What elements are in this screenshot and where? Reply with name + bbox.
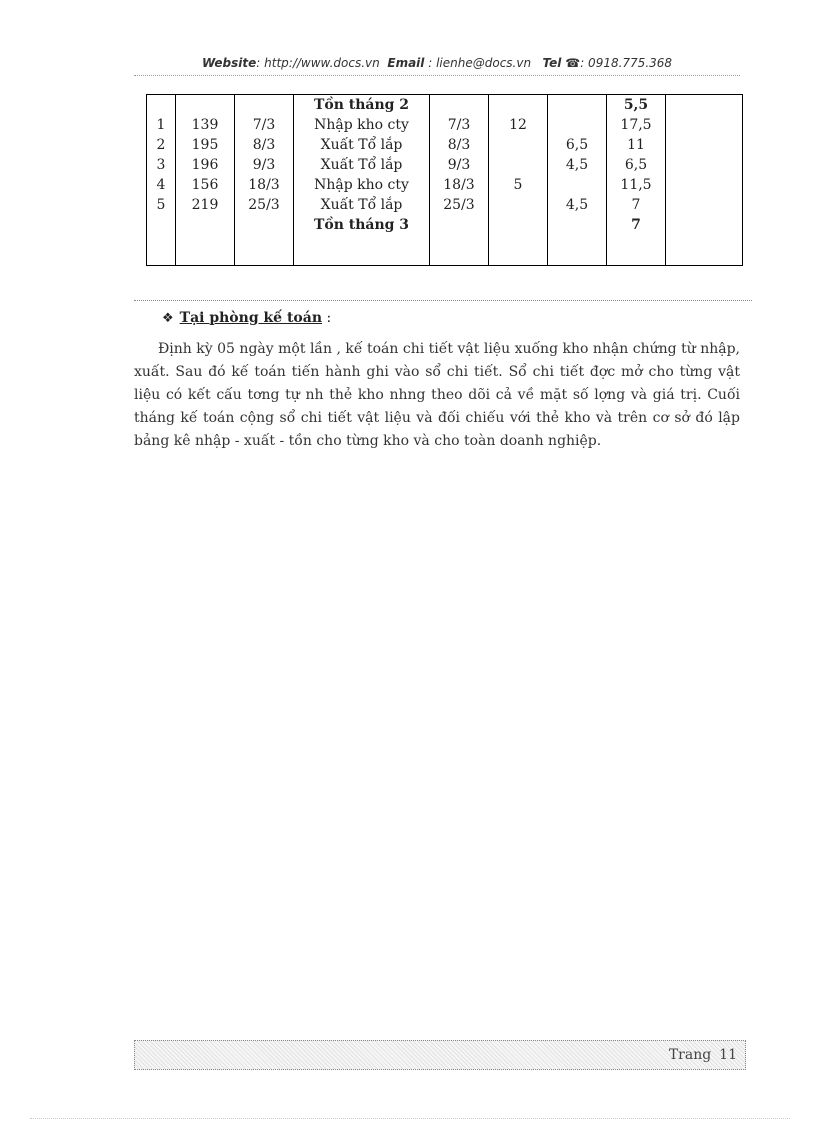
table-cell: Xuất Tổ lắp xyxy=(294,195,430,215)
table-cell xyxy=(489,215,548,266)
page-header xyxy=(134,56,740,70)
table-row xyxy=(147,195,743,215)
table-cell: 12 xyxy=(489,115,548,135)
tel-value: : 0918.775.368 xyxy=(580,56,673,70)
table-cell: 5,5 xyxy=(607,95,666,116)
table-cell: 9/3 xyxy=(430,155,489,175)
table-cell xyxy=(666,115,743,135)
table-cell: 2 xyxy=(147,135,176,155)
page-label: Trang xyxy=(668,1047,712,1063)
table-cell: 195 xyxy=(176,135,235,155)
table-cell: Xuất Tổ lắp xyxy=(294,155,430,175)
table-cell: 4 xyxy=(147,175,176,195)
section-divider xyxy=(134,300,752,301)
table-cell xyxy=(430,95,489,116)
phone-icon: ☎ xyxy=(565,56,581,70)
table-row xyxy=(147,135,743,155)
table-cell xyxy=(147,215,176,266)
table-cell xyxy=(548,115,607,135)
table-cell: 7 xyxy=(607,195,666,215)
table-cell: Nhập kho cty xyxy=(294,175,430,195)
table-cell xyxy=(489,155,548,175)
table-cell: Xuất Tổ lắp xyxy=(294,135,430,155)
table-cell: 3 xyxy=(147,155,176,175)
table-cell xyxy=(666,155,743,175)
table-cell: 9/3 xyxy=(235,155,294,175)
table-row xyxy=(147,155,743,175)
diamond-bullet-icon: ❖ xyxy=(162,311,174,326)
table-cell: 5 xyxy=(147,195,176,215)
table-cell: 11 xyxy=(607,135,666,155)
table-cell: 4,5 xyxy=(548,195,607,215)
section-title-suffix: : xyxy=(322,310,332,326)
table-cell xyxy=(489,135,548,155)
table-cell: Nhập kho cty xyxy=(294,115,430,135)
table-cell xyxy=(548,215,607,266)
table-cell xyxy=(489,95,548,116)
table-row xyxy=(147,115,743,135)
table-cell xyxy=(666,215,743,266)
section-title: Tại phòng kế toán xyxy=(179,310,323,326)
table-cell: 7/3 xyxy=(235,115,294,135)
table-cell: 1 xyxy=(147,115,176,135)
table-cell xyxy=(548,95,607,116)
table-cell: 8/3 xyxy=(430,135,489,155)
table-cell xyxy=(666,95,743,116)
table-cell xyxy=(666,175,743,195)
table-cell: 4,5 xyxy=(548,155,607,175)
table-cell: Tồn tháng 3 xyxy=(294,215,430,266)
table-row xyxy=(147,215,743,266)
table-cell: 25/3 xyxy=(430,195,489,215)
table-cell: 139 xyxy=(176,115,235,135)
table-row xyxy=(147,175,743,195)
body-paragraph: Định kỳ 05 ngày một lần , kế toán chi tiết vật liệu xuống kho nhận chứng từ nhập, xuất. Sau đó kế toán tiến hành ghi vào sổ chi tiết. Sổ chi tiết đợc mở cho từng vật liệu có kết cấu tơng tự nh thẻ kho nhng theo dõi cả về mặt số lợng và giá trị. Cuối tháng kế toán cộng sổ chi tiết vật liệu và đối chiếu với thẻ kho và trên cơ sở đó lập bảng kê nhập - xuất - tồn cho từng kho và cho toàn doanh nghiệp. xyxy=(134,341,740,449)
table-cell: 18/3 xyxy=(235,175,294,195)
ledger-table-wrapper xyxy=(146,94,743,266)
email-label: Email xyxy=(387,56,425,70)
table-cell: 17,5 xyxy=(607,115,666,135)
table-cell xyxy=(548,175,607,195)
table-cell: 196 xyxy=(176,155,235,175)
table-cell: 7/3 xyxy=(430,115,489,135)
ledger-table xyxy=(146,94,743,266)
table-cell: 11,5 xyxy=(607,175,666,195)
table-cell: 6,5 xyxy=(548,135,607,155)
table-cell xyxy=(235,215,294,266)
website-label: Website xyxy=(201,56,257,70)
table-cell: 18/3 xyxy=(430,175,489,195)
table-cell xyxy=(147,95,176,116)
table-cell: 25/3 xyxy=(235,195,294,215)
table-cell xyxy=(235,95,294,116)
table-cell: 6,5 xyxy=(607,155,666,175)
page-number: 11 xyxy=(719,1047,737,1063)
table-cell: 7 xyxy=(607,215,666,266)
table-cell: 219 xyxy=(176,195,235,215)
table-cell: 8/3 xyxy=(235,135,294,155)
website-value: : http://www.docs.vn xyxy=(256,56,380,70)
table-cell xyxy=(666,135,743,155)
section-heading xyxy=(162,310,331,326)
page-number-block xyxy=(669,1047,737,1063)
tel-label: Tel xyxy=(542,56,562,70)
table-cell: 5 xyxy=(489,175,548,195)
page-footer xyxy=(134,1040,746,1070)
table-cell xyxy=(489,195,548,215)
table-cell: 156 xyxy=(176,175,235,195)
table-cell: Tồn tháng 2 xyxy=(294,95,430,116)
table-row xyxy=(147,95,743,116)
table-cell xyxy=(176,215,235,266)
table-cell xyxy=(430,215,489,266)
table-cell xyxy=(666,195,743,215)
bottom-divider xyxy=(30,1118,790,1119)
header-divider xyxy=(134,75,740,76)
table-cell xyxy=(176,95,235,116)
email-value: : lienhe@docs.vn xyxy=(428,56,532,70)
